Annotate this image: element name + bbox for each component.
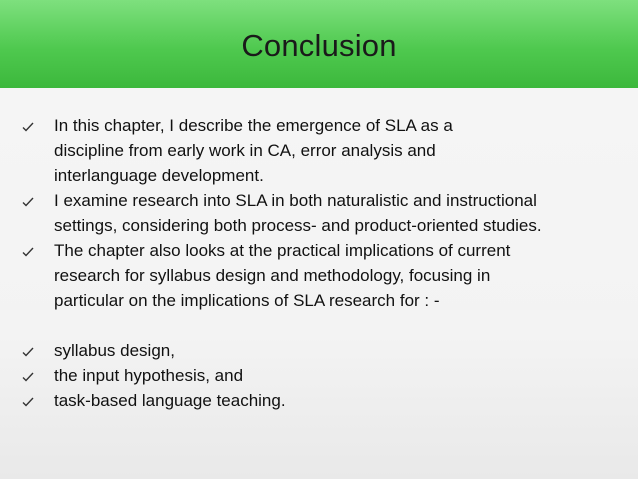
sub-bullet-item (22, 338, 622, 363)
bullet-line: particular on the implications of SLA research for : - (54, 291, 440, 310)
bullet-line: discipline from early work in CA, error analysis and (54, 141, 436, 160)
bullet-item (22, 238, 622, 313)
bullet-line: I examine research into SLA in both naturalistic and instructional (54, 191, 537, 210)
slide-title: Conclusion (241, 28, 397, 63)
spacer (22, 313, 622, 338)
checkmark-icon (22, 372, 34, 382)
sub-bullet-item (22, 363, 622, 388)
bullet-item (22, 188, 622, 238)
bullet-line: the input hypothesis, and (54, 366, 244, 385)
bullet-line: task-based language teaching. (54, 391, 286, 410)
bullet-line: In this chapter, I describe the emergence of SLA as a (54, 116, 453, 135)
bullet-line: research for syllabus design and methodology, focusing in (54, 266, 491, 285)
bullet-line: syllabus design, (54, 341, 175, 360)
bullet-line: The chapter also looks at the practical implications of current (54, 241, 511, 260)
sub-bullet-item (22, 388, 622, 413)
checkmark-icon (22, 397, 34, 407)
slide-content (22, 113, 622, 413)
checkmark-icon (22, 247, 34, 257)
checkmark-icon (22, 122, 34, 132)
checkmark-icon (22, 197, 34, 207)
bullet-line: settings, considering both process- and product-oriented studies. (54, 216, 542, 235)
bullet-line: interlanguage development. (54, 166, 264, 185)
bullet-item (22, 113, 622, 188)
checkmark-icon (22, 347, 34, 357)
title-bar (0, 0, 638, 88)
